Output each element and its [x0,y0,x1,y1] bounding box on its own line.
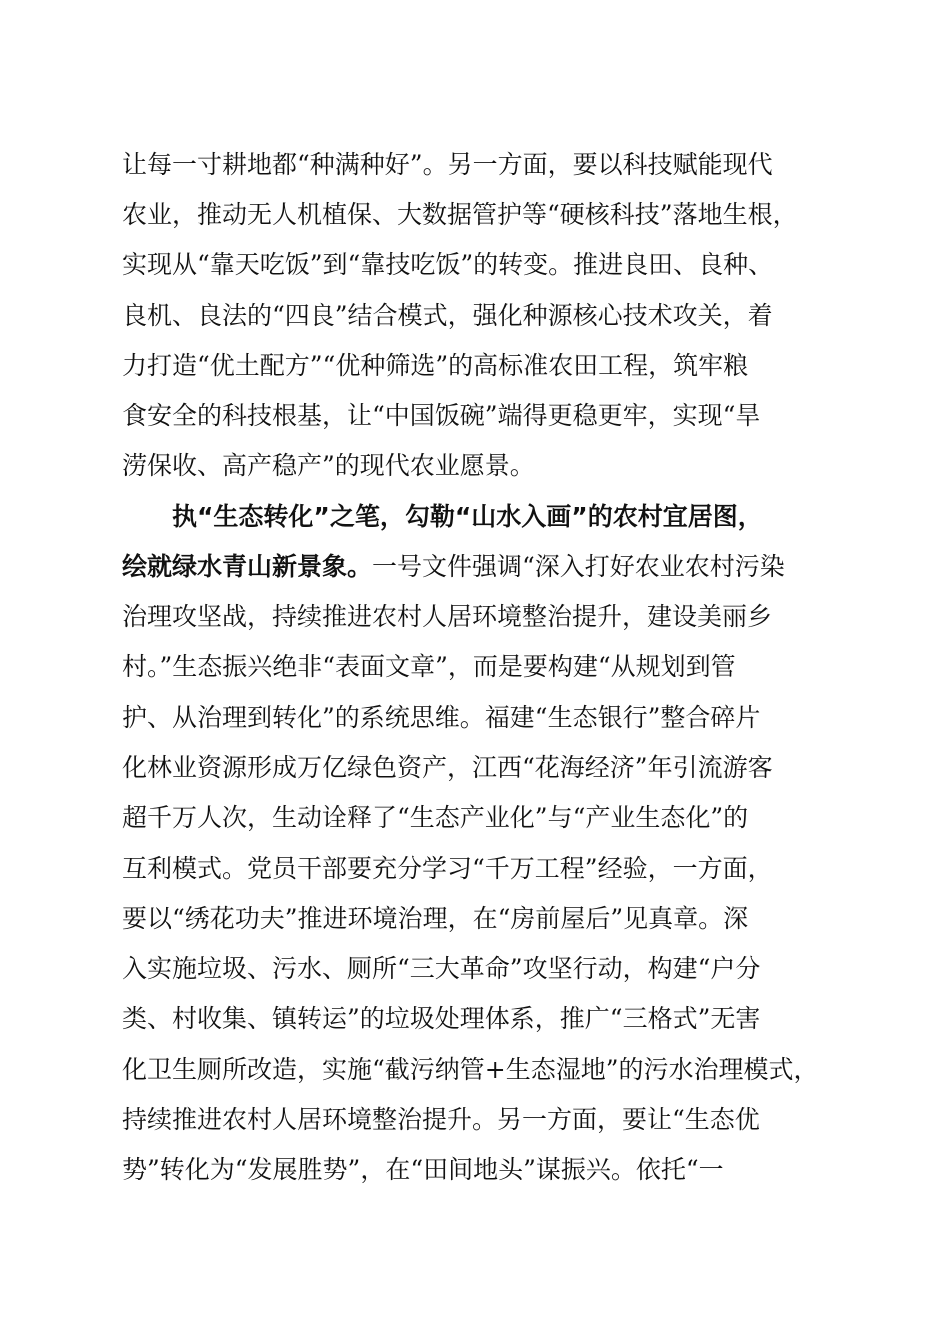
paragraph-1-line: 农业，推动无人机植保、大数据管护等“硬核科技”落地生根， [122,200,798,229]
paragraph-2-line [122,547,785,587]
paragraph-2-line: 治理攻坚战，持续推进农村人居环境整治提升，建设美丽乡 [122,602,773,631]
paragraph-2-line: 互利模式。党员干部要充分学习“千万工程”经验，一方面， [122,854,773,883]
paragraph-2-line: 持续推进农村人居环境整治提升。另一方面，要让“生态优 [122,1105,760,1134]
paragraph-2-line: 化林业资源形成万亿绿色资产，江西“花海经济”年引流游客 [122,753,773,782]
paragraph-2-line: 超千万人次，生动诠释了“生态产业化”与“产业生态化”的 [122,803,749,832]
paragraph-1-line: 力打造“优土配方”“优种筛选”的高标准农田工程，筑牢粮 [122,351,749,380]
paragraph-2-heading-end: 绘就绿水青山新景象。 [122,552,373,581]
paragraph-2-line: 护、从治理到转化”的系统思维。福建“生态银行”整合碎片 [122,703,761,732]
paragraph-2-heading: 执“生态转化”之笔，勾勒“山水入画”的农村宜居图， [172,502,763,531]
paragraph-1-line: 食安全的科技根基，让“中国饭碗”端得更稳更牢，实现“旱 [122,401,761,430]
paragraph-2-line: 村。”生态振兴绝非“表面文章”，而是要构建“从规划到管 [122,652,736,681]
paragraph-1-line: 涝保收、高产稳产”的现代农业愿景。 [122,451,535,480]
paragraph-2-line: 入实施垃圾、污水、厕所“三大革命”攻坚行动，构建“户分 [122,954,761,983]
paragraph-2-line: 类、村收集、镇转运”的垃圾处理体系，推广“三格式”无害 [122,1004,761,1033]
paragraph-1-line: 让每一寸耕地都“种满种好”。另一方面，要以科技赋能现代 [122,150,773,179]
paragraph-2-text: 一号文件强调“深入打好农业农村污染 [372,552,785,581]
paragraph-1-line: 良机、良法的“四良”结合模式，强化种源核心技术攻关，着 [122,301,773,330]
paragraph-2-line: 化卫生厕所改造，实施“截污纳管+生态湿地”的污水治理模式， [122,1055,819,1084]
paragraph-1-line: 实现从“靠天吃饭”到“靠技吃饭”的转变。推进良田、良种、 [122,250,774,279]
paragraph-2-line: 要以“绣花功夫”推进环境治理，在“房前屋后”见真章。深 [122,904,749,933]
paragraph-2-line: 势”转化为“发展胜势”，在“田间地头”谋振兴。依托“一 [122,1155,724,1184]
